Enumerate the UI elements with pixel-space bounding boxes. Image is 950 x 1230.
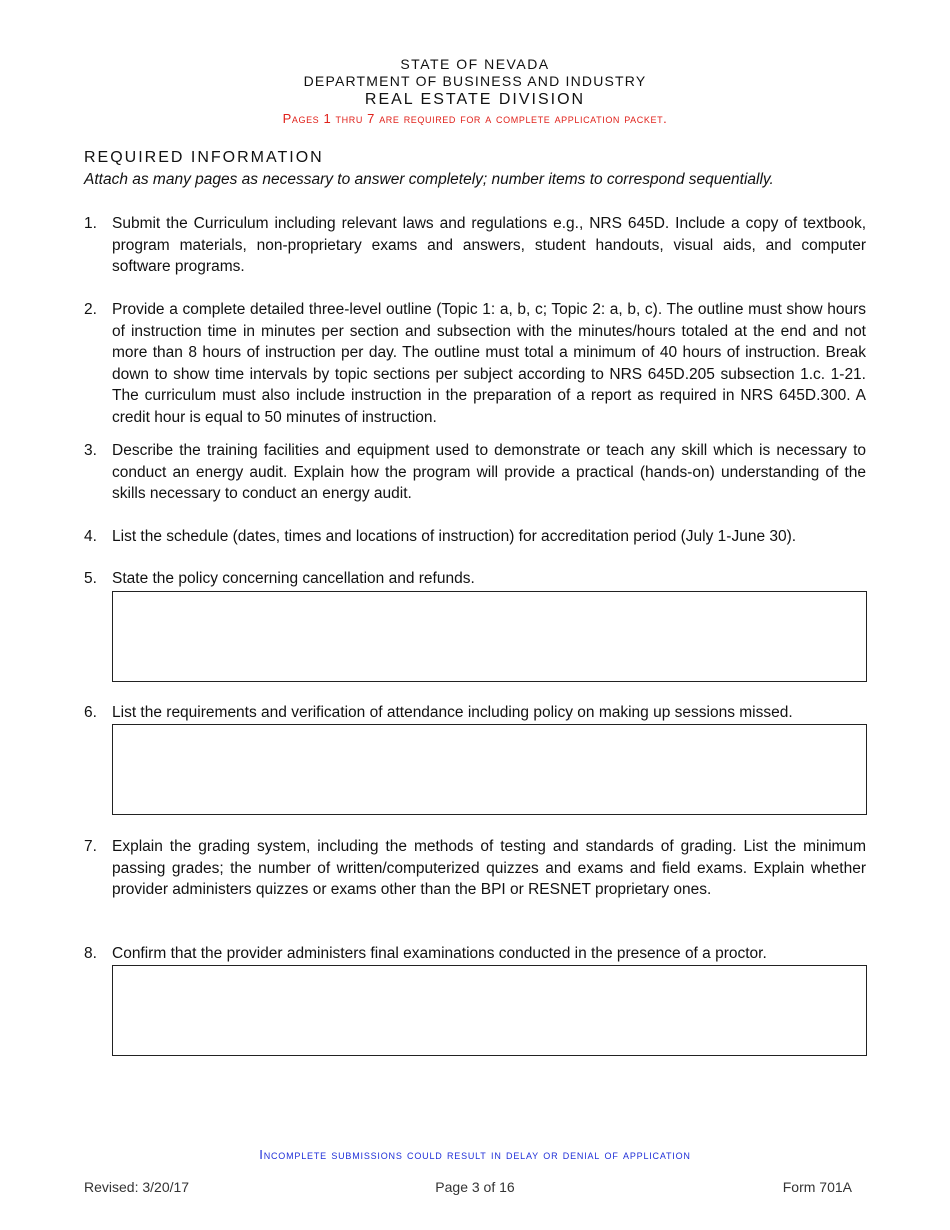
section-title: REQUIRED INFORMATION bbox=[84, 149, 324, 166]
state-title: STATE OF NEVADA bbox=[400, 56, 550, 72]
item-number: 6. bbox=[84, 704, 97, 721]
item-6 bbox=[84, 702, 866, 724]
item-2 bbox=[84, 299, 866, 428]
form-number: Form 701A bbox=[782, 1179, 852, 1195]
item-7 bbox=[84, 836, 866, 901]
document-header bbox=[0, 56, 950, 127]
revised-date: Revised: 3/20/17 bbox=[84, 1179, 190, 1195]
page-number: Page 3 of 16 bbox=[435, 1179, 515, 1195]
item-number: 7. bbox=[84, 838, 97, 855]
item-text: List the schedule (dates, times and locations of instruction) for accreditation period (July 1-June 30). bbox=[112, 528, 797, 545]
proctor-answer-box[interactable] bbox=[112, 965, 867, 1056]
refund-policy-answer-box[interactable] bbox=[112, 591, 867, 682]
item-8 bbox=[84, 943, 866, 965]
required-pages-note: Pages 1 thru 7 are required for a complete application packet. bbox=[282, 111, 668, 126]
division-title: REAL ESTATE DIVISION bbox=[364, 91, 586, 108]
item-5 bbox=[84, 568, 866, 590]
attendance-answer-box[interactable] bbox=[112, 724, 867, 815]
item-number: 2. bbox=[84, 301, 97, 318]
incomplete-warning: Incomplete submissions could result in delay or denial of application bbox=[259, 1147, 691, 1162]
item-number: 4. bbox=[84, 528, 97, 545]
item-number: 1. bbox=[84, 215, 97, 232]
item-text: Explain the grading system, including the methods of testing and standards of grading. List the minimum passing grades; the number of written/computerized quizzes and exams and field exams. Explain whether provider administers quizzes or exams other than the BPI or RESNET proprietary ones. bbox=[112, 838, 866, 898]
item-1 bbox=[84, 213, 866, 278]
item-text: List the requirements and verification of attendance including policy on making up sessions missed. bbox=[112, 704, 793, 721]
item-text: Submit the Curriculum including relevant laws and regulations e.g., NRS 645D. Include a copy of textbook, program materials, non-proprietary exams and answers, student handouts, visual aids, and computer software programs. bbox=[112, 215, 866, 275]
item-number: 5. bbox=[84, 570, 97, 587]
item-text: Describe the training facilities and equipment used to demonstrate or teach any skill which is necessary to conduct an energy audit. Explain how the program will provide a practical (hands-on) understanding of the skills necessary to conduct an energy audit. bbox=[112, 442, 866, 502]
department-title: DEPARTMENT OF BUSINESS AND INDUSTRY bbox=[303, 73, 647, 89]
item-text: Provide a complete detailed three-level outline (Topic 1: a, b, c; Topic 2: a, b, c). The outline must show hours of instruction time in minutes per section and subsection with the minutes/hours totaled at the end and not more than 8 hours of instruction per day. The outline must total a minimum of 40 hours of instruction. Break down to show time intervals by topic sections per subject according to NRS 645D.205 subsection 1.c. 1-21. The curriculum must also include instruction in the preparation of a report as required in NRS 645D.300. A credit hour is equal to 50 minutes of instruction. bbox=[112, 301, 866, 426]
item-number: 8. bbox=[84, 945, 97, 962]
item-3 bbox=[84, 440, 866, 505]
item-4 bbox=[84, 526, 866, 548]
item-text: Confirm that the provider administers final examinations conducted in the presence of a proctor. bbox=[112, 945, 767, 962]
section-subtitle: Attach as many pages as necessary to answer completely; number items to correspond sequentially. bbox=[84, 171, 774, 188]
item-number: 3. bbox=[84, 442, 97, 459]
item-text: State the policy concerning cancellation and refunds. bbox=[112, 570, 475, 587]
